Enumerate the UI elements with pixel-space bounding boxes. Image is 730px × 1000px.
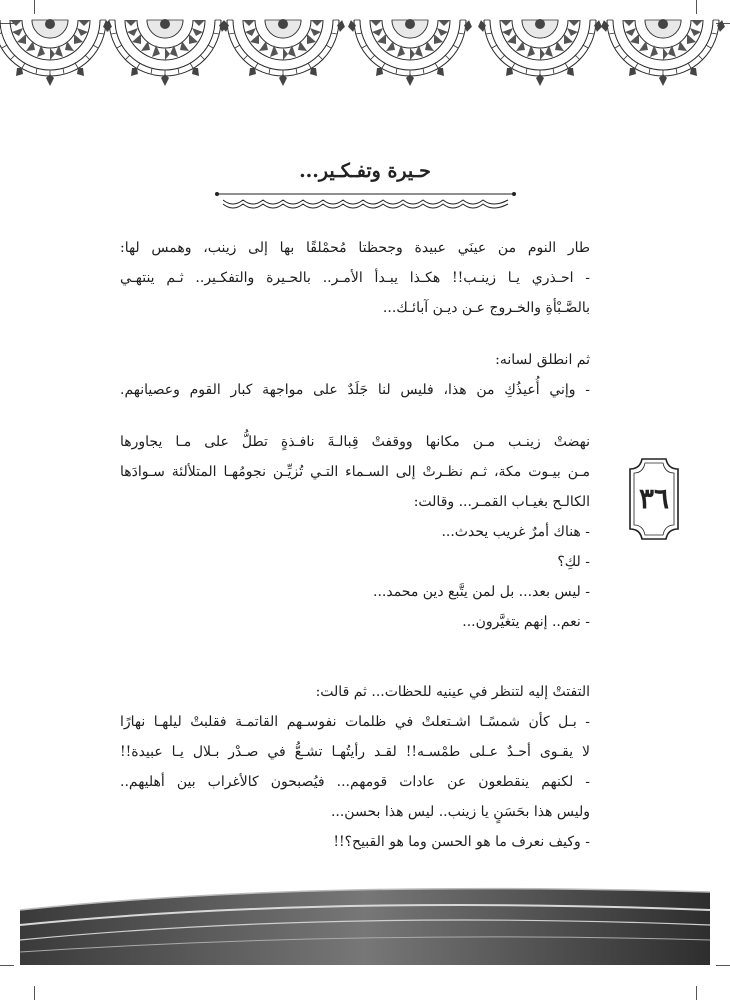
header-ornament-band bbox=[0, 0, 730, 100]
text-line: ثم انطلق لسانه: bbox=[495, 352, 590, 368]
text-line: نهضتْ زينـب مـن مكانها ووقفتْ قِبالـةَ نافـذةٍ تطلُّ على مـا يجاورها bbox=[120, 434, 590, 450]
text-line: - وإني أُعيذُكِ من هذا، فليس لنا جَلَدٌ على مواجهة كبار القوم وعصيانهم. bbox=[120, 382, 590, 398]
text-line: بالصَّـبْأةِ والخـروج عـن ديـن آبائـك... bbox=[382, 300, 590, 316]
paragraph-plea bbox=[120, 345, 590, 405]
crop-mark bbox=[716, 965, 730, 966]
text-line: لا يقـوى أحـدٌ عـلى طمْسـه!! لقـد رأيتُهـا تشـعُّ في صـدْر بـلال يـا عبيدة!! bbox=[120, 744, 590, 760]
footer-swoosh-decoration bbox=[0, 870, 730, 965]
text-line: - لكِ؟ bbox=[557, 554, 590, 570]
paragraph-warning bbox=[120, 233, 590, 323]
text-line: وليس هذا بحَسَنٍ يا زينب.. ليس هذا بحسن... bbox=[330, 804, 590, 820]
text-line: مـن بيـوت مكة، ثـم نظـرتْ إلى السـماء التـي تُزيِّـن نجومُهـا المتلألئة سـوادَها bbox=[120, 464, 590, 480]
text-line: - لكنهم ينقطعون عن عادات قومهم... فيُصبحون كالأغراب بين أهليهم.. bbox=[120, 774, 590, 790]
text-line: الكالـح بغيـاب القمـر... وقالت: bbox=[413, 494, 590, 510]
text-line: - احـذري يـا زينـب!! هكـذا يبـدأ الأمـر.. بالحـيرة والتفكـير.. ثـم ينتهـي bbox=[120, 270, 590, 286]
text-line: - هناك أمرٌ غريب يحدث... bbox=[441, 524, 590, 540]
text-line: - نعم.. إنهم يتغيَّرون... bbox=[462, 614, 590, 630]
text-line: التفتتْ إليه لتنظر في عينيه للحظات... ثم قالت: bbox=[315, 684, 590, 700]
crop-mark bbox=[696, 986, 697, 1000]
crop-mark bbox=[0, 965, 14, 966]
paragraph-window bbox=[120, 427, 590, 637]
paragraph-light bbox=[120, 677, 590, 857]
text-line: - ليس بعد... بل لمن يتَّبع دين محمد... bbox=[373, 584, 590, 600]
text-line: - وكيف نعرف ما هو الحسن وما هو القبيح؟!! bbox=[333, 834, 590, 850]
text-line: - بـل كأن شمسًـا اشـتعلتْ في ظلمات نفوسـهم القاتمـة فقلبتْ ليلهـا نهارًا bbox=[120, 714, 590, 730]
page-number: ٣٦ bbox=[638, 482, 670, 515]
chapter-title: حـيرة وتفـكـير... bbox=[299, 160, 431, 182]
title-divider-ornament bbox=[213, 190, 518, 212]
crop-mark bbox=[34, 986, 35, 1000]
text-line: طار النوم من عينَي عبيدة وجحظتا مُحمْلقًا بها إلى زينب، وهمس لها: bbox=[120, 240, 590, 256]
